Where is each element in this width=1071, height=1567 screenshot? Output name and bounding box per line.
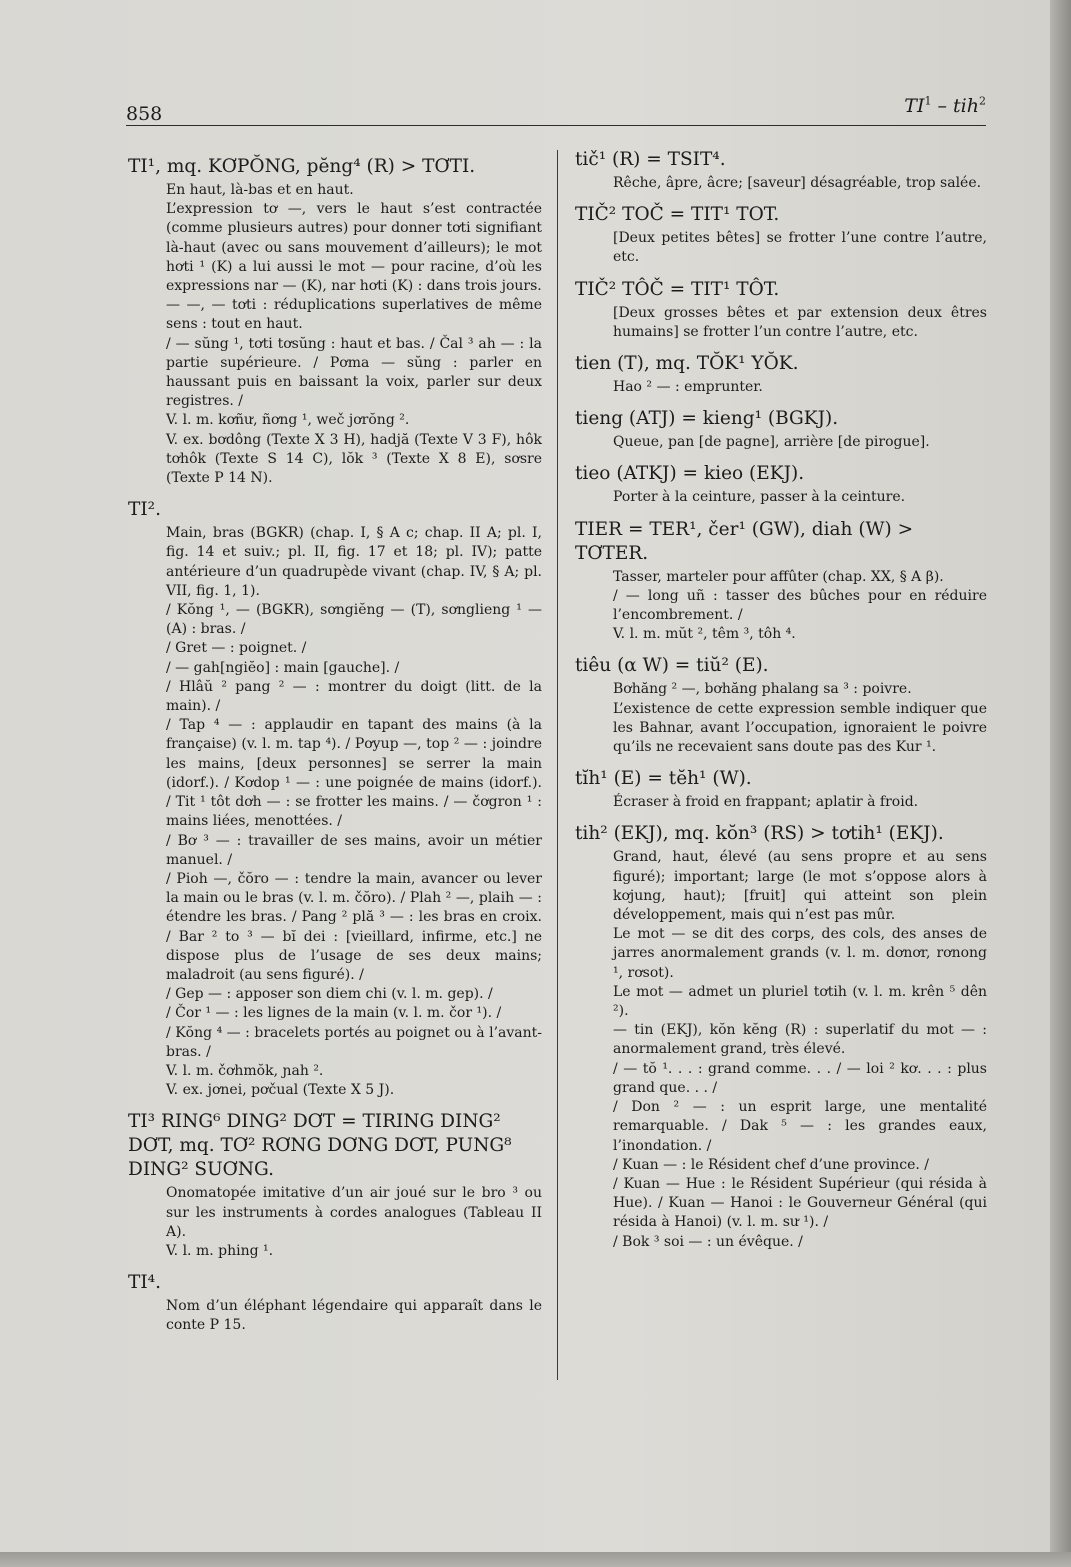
definition-line: Tasser, marteler pour affûter (chap. XX, § A β).	[613, 568, 944, 585]
definition-line: / Kuan — : le Résident chef d’une province. /	[613, 1156, 929, 1173]
definition-line: / Gret — : poignet. /	[166, 640, 307, 657]
definition-line: Onomatopée imitative d’un air joué sur le bro ³ ou sur les instruments à cordes analogues (Tableau II A).	[166, 1185, 542, 1240]
left-column	[128, 155, 542, 1346]
definition-line: L’existence de cette expression semble indiquer que les Bahnar, avant l’occupation, ignoraient le poivre qu’ils ne recevaient sans doute pas des Kur ¹.	[613, 700, 987, 756]
definition-line: / Kŏng ⁴ — : bracelets portés au poignet ou à l’avant-bras. /	[166, 1024, 542, 1060]
definition-line: / — tŏ ¹. . . : grand comme. . . / — loi ² kơ. . . : plus grand que. . . /	[613, 1060, 987, 1096]
definition-line: [Deux grosses bêtes et par extension deux êtres humains] se frotter l’un contre l’autre, etc.	[613, 304, 987, 340]
entry-tic2-toc-big	[575, 278, 987, 342]
running-head: $TI^1 - tih^2$	[904, 94, 986, 117]
definition-line: En haut, là-bas et en haut.	[166, 182, 354, 198]
entry-body	[613, 304, 987, 342]
definition-line: V. l. m. phing ¹.	[166, 1242, 274, 1259]
bottom-shadow	[0, 1552, 1071, 1567]
entry-tih2	[575, 822, 987, 1251]
definition-line: — tin (EKJ), kŏn kĕng (R) : superlatif du mot — : anormalement grand, très élevé.	[613, 1022, 987, 1058]
entry-tieng	[575, 407, 987, 452]
entry-body	[613, 488, 987, 507]
definition-line: V. l. m. čơhmŏk, ɲah ².	[166, 1062, 324, 1079]
headword: tih² (EKJ), mq. kŏn³ (RS) > tơtih¹ (EKJ).	[575, 823, 944, 845]
entry-tieu	[575, 654, 987, 757]
definition-line: / Don ² — : un esprit large, une mentalité remarquable. / Dak ⁵ — : les grandes eaux, l’inondation. /	[613, 1099, 987, 1154]
entry-body	[166, 1297, 542, 1335]
definition-line: [Deux petites bêtes] se frotter l’une contre l’autre, etc.	[613, 230, 987, 266]
definition-line: Nom d’un éléphant légendaire qui apparaît dans le conte P 15.	[166, 1298, 542, 1334]
entry-body	[613, 378, 987, 397]
entry-tieo	[575, 462, 987, 507]
entry-body	[613, 433, 987, 452]
page-number: 858	[126, 103, 163, 125]
definition-line: / Bơ ³ — : travailler de ses mains, avoir un métier manuel. /	[166, 832, 542, 868]
definition-line: Le mot — se dit des corps, des cols, des anses de jarres anormalement grands (v. l. m. dơnơr, rơnong ¹, rơsot).	[613, 926, 987, 981]
entry-tier	[575, 518, 987, 645]
definition-line: Le mot — admet un pluriel tơtih (v. l. m. krên ⁵ dên ²).	[613, 983, 987, 1020]
definition-line: / — sŭng ¹, tơti tơsŭng : haut et bas. / Čal ³ ah — : la partie supérieure. / Pơma — sŭng : parler en haussant puis en baissant la voix, parler sur deux registres. /	[166, 335, 542, 410]
definition-line: / — long uñ : tasser des bûches pour en réduire l’encombrement. /	[613, 587, 987, 624]
definition-line: / Hlâŭ ² pang ² — : montrer du doigt (litt. de la main). /	[166, 678, 542, 715]
entry-body	[166, 1184, 542, 1261]
definition-line: Main, bras (BGKR) (chap. I, § A c; chap. II A; pl. I, fig. 14 et suiv.; pl. II, fig. 17 et 18; pl. IV); patte antérieure d’un quadrupède vivant (chap. IV, § A; pl. VII, fig. 1, 1).	[166, 525, 542, 599]
entry-body	[613, 174, 987, 193]
entry-body	[613, 848, 987, 1251]
entry-tic1	[575, 148, 987, 193]
headword: tĭh¹ (E) = tĕh¹ (W).	[575, 768, 752, 790]
definition-line: / Pioh —, čŏro — : tendre la main, avancer ou lever la main ou le bras (v. l. m. čŏro). / Plah ² —, plaih — : étendre les bras. / Pang ² plă ³ — : les bras en croix. / Bar ² to ³ — bĭ dei : [vieillard, infirme, etc.] ne dispose plus de l’usage de ses deux mains; maladroit (au sens figuré). /	[166, 870, 542, 983]
definition-line: / Kŏng ¹, — (BGKR), sơngiĕng — (T), sơnglieng ¹ — (A) : bras. /	[166, 602, 542, 638]
page-edge	[1050, 0, 1071, 1567]
entry-body	[613, 568, 987, 645]
definition-line: / Tap ⁴ — : applaudir en tapant des mains (à la française) (v. l. m. tap ⁴). / Pơyup —, top ² — : joindre les mains, [deux personnes] se serrer la main (idorf.). / Kơdop ¹ — : une poignée de mains (idorf.). / Tit ¹ tôt dơh — : se frotter les mains. / — čơgron ¹ : mains liées, menottées. /	[166, 717, 542, 830]
headword: tien (T), mq. TŎK¹ YŎK.	[575, 353, 799, 375]
definition-line: V. ex. bơdông (Texte X 3 H), hadjă (Texte V 3 F), hôk tơhôk (Texte S 14 C), lŏk ³ (Texte X 8 E), sơsre (Texte P 14 N).	[166, 431, 542, 487]
entry-ti1	[128, 155, 542, 488]
definition-line: / Gep — : apposer son diem chi (v. l. m. gep). /	[166, 986, 493, 1003]
definition-line: / Čor ¹ — : les lignes de la main (v. l. m. čor ¹). /	[166, 1005, 502, 1022]
definition-line: V. ex. jơnei, pơčual (Texte X 5 J).	[166, 1082, 395, 1099]
definition-line: Grand, haut, élevé (au sens propre et au sens figuré); important; large (le mot s’oppose alors à kơjung, haut); [fruit] qui atteint son plein développement, mais qui n’est pas mûr.	[613, 849, 987, 924]
definition-line: V. l. m. kơñư, ñơng ¹, weč jơrŏng ².	[166, 412, 410, 429]
headword: tieng (ATJ) = kieng¹ (BGKJ).	[575, 408, 839, 430]
right-column	[575, 148, 987, 1262]
headword: TIČ² TÔČ = TIT¹ TÔT.	[575, 278, 780, 300]
headword: TI¹, mq. KƠPŎNG, pĕng⁴ (R) > TƠTI.	[128, 156, 476, 177]
definition-line: Porter à la ceinture, passer à la ceinture.	[613, 489, 906, 506]
definition-line: / — gah[ngiĕo] : main [gauche]. /	[166, 659, 400, 676]
entry-body	[613, 680, 987, 757]
entry-body	[613, 229, 987, 267]
headword: TI⁴.	[128, 1272, 161, 1294]
headword: TI².	[128, 499, 161, 521]
header-rule	[126, 125, 986, 126]
entry-body	[613, 793, 987, 812]
definition-line: / Bok ³ soi — : un évêque. /	[613, 1233, 803, 1250]
entry-ti3	[128, 1110, 542, 1261]
definition-line: V. l. m. mŭt ², têm ³, tôh ⁴.	[613, 626, 796, 643]
headword: tieo (ATKJ) = kieo (EKJ).	[575, 463, 805, 485]
headword: TIER = TER¹, čer¹ (GW), diah (W) > TƠTER.	[575, 518, 914, 564]
entry-tic2-toc	[575, 203, 987, 267]
entry-body	[166, 181, 542, 488]
definition-line: Écraser à froid en frappant; aplatir à froid.	[613, 794, 919, 811]
definition-line: Bơhăng ² —, bơhăng phalang sa ³ : poivre.	[613, 681, 912, 698]
definition-line: L’expression tơ —, vers le haut s’est contractée (comme plusieurs autres) pour donner tơti signifiant là-haut (avec ou sans mouvement d’ailleurs); le mot hơti ¹ (K) a lui aussi le mot — pour racine, d’où les expressions nar — (K), nar hơti (K) : dans trois jours.	[166, 201, 542, 295]
definition-line: / Kuan — Hue : le Résident Supérieur (qui résida à Hue). / Kuan — Hanoi : le Gouverneur Général (qui résida à Hanoi) (v. l. m. sư ¹). /	[613, 1175, 987, 1231]
definition-line: — —, — tơti : réduplications superlatives de même sens : tout en haut.	[166, 297, 542, 333]
entry-ti4	[128, 1271, 542, 1335]
entry-tien	[575, 352, 987, 397]
headword: TIČ² TOČ = TIT¹ TOT.	[575, 204, 780, 226]
definition-line: Hao ² — : emprunter.	[613, 379, 763, 396]
definition-line: Queue, pan [de pagne], arrière [de pirogue].	[613, 434, 930, 451]
definition-line: Rêche, âpre, âcre; [saveur] désagréable, trop salée.	[613, 175, 982, 191]
entry-body	[166, 524, 542, 1100]
entry-tih1	[575, 767, 987, 812]
headword: tič¹ (R) = TSIT⁴.	[575, 149, 726, 170]
headword: TI³ RING⁶ DING² DƠT = TIRING DING² DƠT, mq. TƠ² RƠNG DƠNG DƠT, PUNG⁸ DING² SUƠNG.	[128, 1111, 512, 1181]
headword: tiêu (α W) = tiŭ² (E).	[575, 655, 769, 677]
entry-ti2	[128, 498, 542, 1100]
column-rule	[557, 150, 558, 1380]
